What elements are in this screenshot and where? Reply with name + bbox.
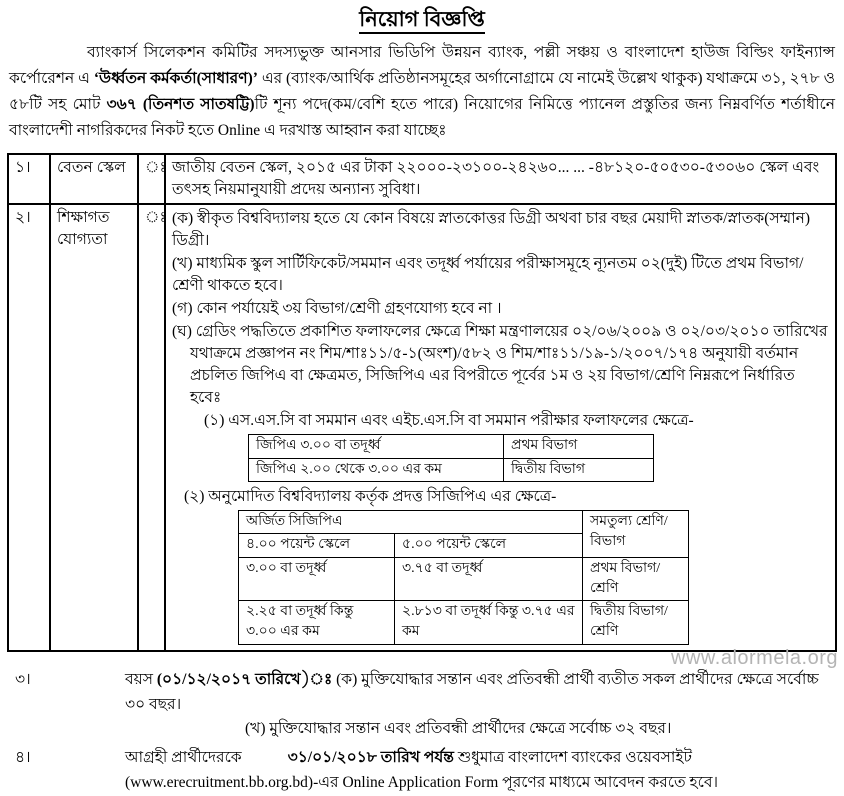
pay-scale-content: জাতীয় বেতন স্কেল, ২০১৫ এর টাকা ২২০০০-২৩১০০-২৪২৬০... ... -৪৮১২০-৫০৫৩০-৫৩০৬০ স্কেল এবং তৎসহ নিয়মানুযায়ী প্রদেয় অন্যান্য সুবিধা। <box>165 154 836 204</box>
age-limit-content <box>125 668 844 742</box>
education-item-ka: (ক) স্বীকৃত বিশ্ববিদ্যালয় হতে যে কোন বিষয়ে স্নাতকোত্তর ডিগ্রী অথবা চার বছর মেয়াদী স্নাতক/স্নাতক(সম্মান) ডিগ্রী। <box>172 210 811 250</box>
education-item-ga: (গ) কোন পর্যায়েই ৩য় বিভাগ/শ্রেণী গ্রহণযোগ্য হবে না । <box>172 300 502 318</box>
application-pre: আগ্রহী প্রার্থীদেরকে <box>125 749 242 767</box>
age-limit-row <box>0 668 844 742</box>
table-cell: দ্বিতীয় বিভাগ <box>504 458 654 481</box>
age-rule-a: (ক) মুক্তিযোদ্ধার সন্তান এবং প্রতিবন্ধী প্রার্থী ব্যতীত সকল প্রার্থীদের ক্ষেত্রে সর্বোচ্চ ৩০ বছর। <box>125 670 819 713</box>
age-label: বয়স <box>125 670 157 688</box>
table-cell-scale5: ৫.০০ পয়েন্ট স্কেলে <box>395 534 583 557</box>
intro-paragraph <box>9 40 835 144</box>
cgpa-equivalence-table <box>238 510 689 645</box>
table-cell: ৩.৭৫ বা তদূর্ধ্ব <box>395 557 583 601</box>
intro-part2: এর (ব্যাংক/আর্থিক প্রতিষ্ঠানসমূহের অর্গানোগ্রামে যে নামেই উল্লেখ থাকুক) যথাক্রমে ৩১, ২৭৮ ও ৫৮টি সহ মোট <box>9 70 836 114</box>
separator-colon: ঃ <box>138 154 165 204</box>
requirement-number: ১। <box>8 154 50 204</box>
bottom-notes <box>0 668 844 796</box>
table-header-equivalent-class: সমতুল্য শ্রেণি/বিভাগ <box>583 510 689 557</box>
intro-part1: ব্যাংকার্স সিলেকশন কমিটির সদস্যভুক্ত আনসার ভিডিপি উন্নয়ন ব্যাংক, পল্লী সঞ্চয় ও বাংলাদেশ হাউজ বিল্ডিং ফাইন্যান্স কর্পোরেশন এ <box>9 44 835 88</box>
application-deadline: ৩১/০১/২০১৮ তারিখ পর্যন্ত <box>287 749 454 767</box>
table-cell: প্রথম বিভাগ <box>504 435 654 458</box>
requirement-number: ৪। <box>15 749 31 767</box>
table-cell: জিপিএ ২.০০ থেকে ৩.০০ এর কম <box>249 458 504 481</box>
age-limit-line-a <box>125 668 834 718</box>
requirement-label: শিক্ষাগত যোগ্যতা <box>50 204 138 650</box>
age-cutoff-date: (০১/১২/২০১৭ তারিখে)ঃ <box>156 670 333 688</box>
page-title <box>0 6 844 32</box>
requirement-label: বেতন স্কেল <box>50 154 138 204</box>
requirements-table <box>7 153 837 651</box>
education-item-gha: (ঘ) গ্রেডিং পদ্ধতিতে প্রকাশিত ফলাফলের ক্ষেত্রে শিক্ষা মন্ত্রণালয়ের ০২/০৬/২০০৯ ও ০২/০৩/২০১০ তারিখের যথাক্রমে প্রজ্ঞাপন নং শিম/শাঃ১১/৫-১(অংশ)/৫৮২ ও শিম/শাঃ১১/১৯-১/২০০৭/১৭৪ অনুযায়ী বর্তমান প্রচলিত জিপিএ বা ক্ষেত্রমত, সিজিপিএ এর বিপরীতে পূর্বের ১ম ও ২য় বিভাগ/শ্রেণি নিম্নরূপে নির্ধারিত হবেঃ <box>172 323 828 407</box>
application-post: শুধুমাত্র বাংলাদেশ ব্যাংকের ওয়েবসাইট (www.erecruitment.bb.org.bd)-এর Online Application Form পূরণের মাধ্যমে আবেদন করতে হবে। <box>125 749 719 791</box>
table-cell: জিপিএ ৩.০০ বা তদূর্ধ্ব <box>249 435 504 458</box>
table-cell: দ্বিতীয় বিভাগ/শ্রেণি <box>583 601 689 645</box>
page-title-text: নিয়োগ বিজ্ঞপ্তি <box>359 7 485 34</box>
intro-part3: টি শূন্য পদে(কম/বেশি হতে পারে) নিয়োগের নিমিত্তে প্যানেল প্রস্তুতির জন্য নিম্নবর্ণিত শর্তাধীনে বাংলাদেশী নাগরিকদের নিকট হতে Online এ দরখাস্ত আহ্বান করা যাচ্ছেঃ <box>9 96 835 140</box>
separator-colon: ঃ <box>138 204 165 650</box>
table-header-earned-cgpa: অর্জিত সিজিপিএ <box>239 510 583 533</box>
age-rule-b: (খ) মুক্তিযোদ্ধার সন্তান এবং প্রতিবন্ধী প্রার্থীদের ক্ষেত্রে সর্বোচ্চ ৩২ বছর। <box>245 720 672 738</box>
table-row <box>239 510 689 533</box>
intro-vacancy-count: ৩৬৭ (তিনশত সাতষট্টি) <box>106 96 255 114</box>
intro-post-name: ‘উর্ধ্বতন কর্মকর্তা(সাধারণ)’ <box>93 70 258 88</box>
table-cell: ২.৮১৩ বা তদূর্ধ্ব কিন্তু ৩.৭৫ এর কম <box>395 601 583 645</box>
recruitment-notice-document <box>0 6 844 791</box>
education-item-kha: (খ) মাধ্যমিক স্কুল সার্টিফিকেট/সমমান এবং তদূর্ধ্ব পর্যায়ের পরীক্ষাসমূহে ন্যূনতম ০২(দুই) টিতে প্রথম বিভাগ/শ্রেণী থাকতে হবে। <box>172 255 804 295</box>
gpa-equivalence-table <box>248 434 654 482</box>
application-instruction-row <box>0 746 844 796</box>
education-content <box>165 204 836 650</box>
application-instruction-content <box>125 746 844 796</box>
table-row <box>249 458 654 481</box>
requirement-number: ২। <box>8 204 50 650</box>
table-cell: প্রথম বিভাগ/শ্রেণি <box>583 557 689 601</box>
cgpa-sublabel: (২) অনুমোদিত বিশ্ববিদ্যালয় কর্তৃক প্রদত্ত সিজিপিএ এর ক্ষেত্রে- <box>184 487 557 505</box>
watermark-url: www.alormela.org <box>671 647 838 669</box>
table-cell-scale4: ৪.০০ পয়েন্ট স্কেলে <box>239 534 395 557</box>
ssc-hsc-sublabel: (১) এস.এস.সি বা সমমান এবং এইচ.এস.সি বা সমমান পরীক্ষার ফলাফলের ক্ষেত্রে- <box>204 412 694 430</box>
table-row <box>239 557 689 601</box>
table-row <box>249 435 654 458</box>
table-cell: ২.২৫ বা তদূর্ধ্ব কিন্তু ৩.০০ এর কম <box>239 601 395 645</box>
table-row-education <box>8 204 836 650</box>
table-cell: ৩.০০ বা তদূর্ধ্ব <box>239 557 395 601</box>
requirement-number: ৩। <box>15 670 31 688</box>
table-row-pay-scale <box>8 154 836 204</box>
table-row <box>239 601 689 645</box>
